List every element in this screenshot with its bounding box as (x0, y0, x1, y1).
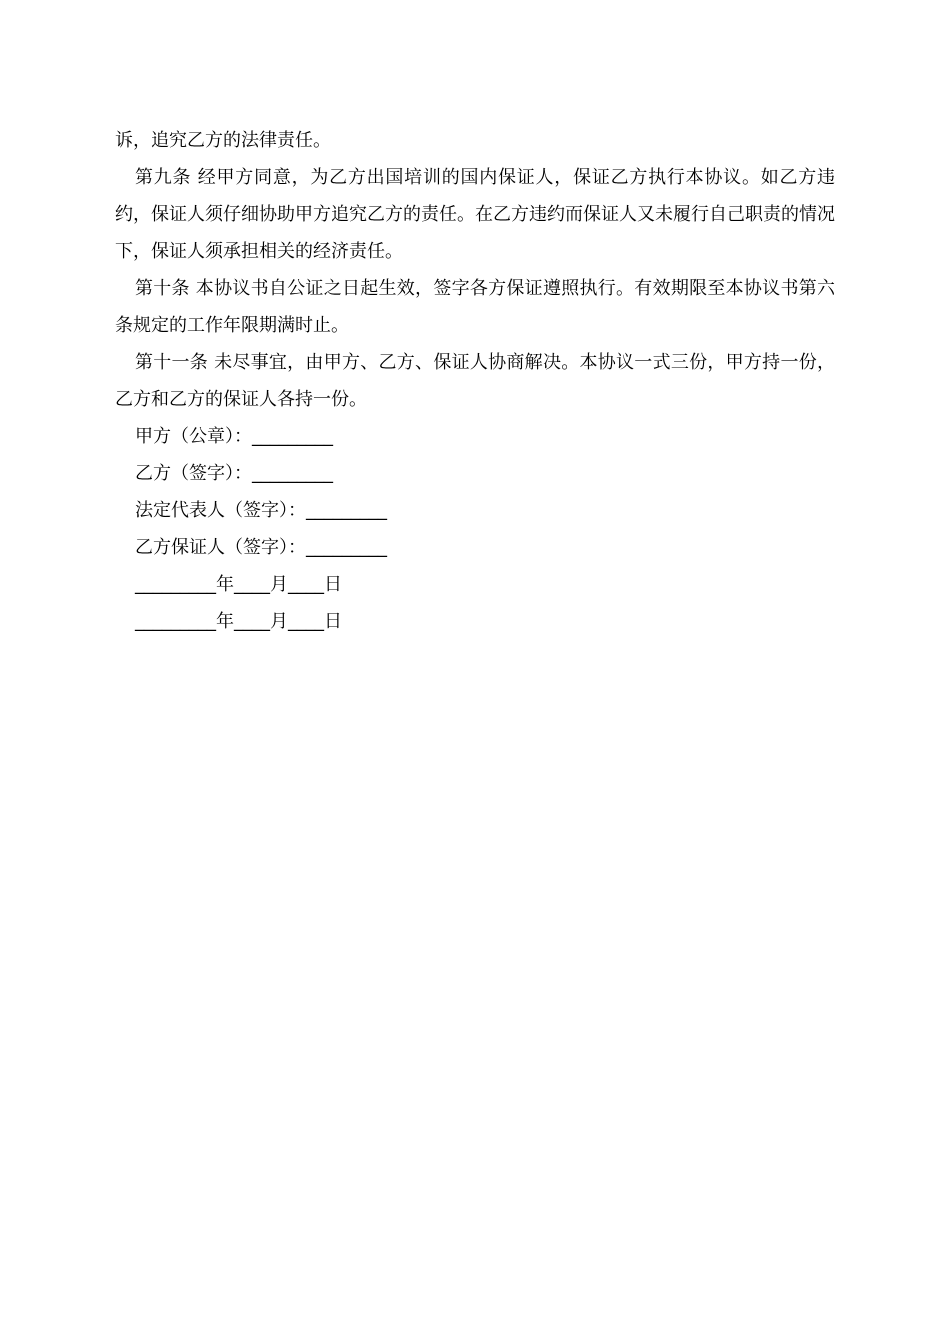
article-10-paragraph: 第十条 本协议书自公证之日起生效，签字各方保证遵照执行。有效期限至本协议书第六条规定的工作年限期满时止。 (115, 278, 835, 336)
party-a-seal-line: 甲方（公章）：_________ (135, 426, 333, 447)
date-line-1: _________年____月____日 (135, 574, 342, 595)
document-page (115, 122, 835, 640)
article-9-paragraph: 第九条 经甲方同意，为乙方出国培训的国内保证人，保证乙方执行本协议。如乙方违约，保证人须仔细协助甲方追究乙方的责任。在乙方违约而保证人又未履行自己职责的情况下，保证人须承担相关的经济责任。 (115, 167, 835, 262)
party-b-signature-line: 乙方（签字）：_________ (135, 463, 333, 484)
guarantor-signature-line: 乙方保证人（签字）：_________ (135, 537, 387, 558)
article-11-paragraph: 第十一条 未尽事宜，由甲方、乙方、保证人协商解决。本协议一式三份，甲方持一份，乙方和乙方的保证人各持一份。 (115, 352, 835, 410)
paragraph-continuation: 诉，追究乙方的法律责任。 (115, 130, 331, 151)
legal-representative-signature-line: 法定代表人（签字）：_________ (135, 500, 387, 521)
date-line-2: _________年____月____日 (135, 611, 342, 632)
